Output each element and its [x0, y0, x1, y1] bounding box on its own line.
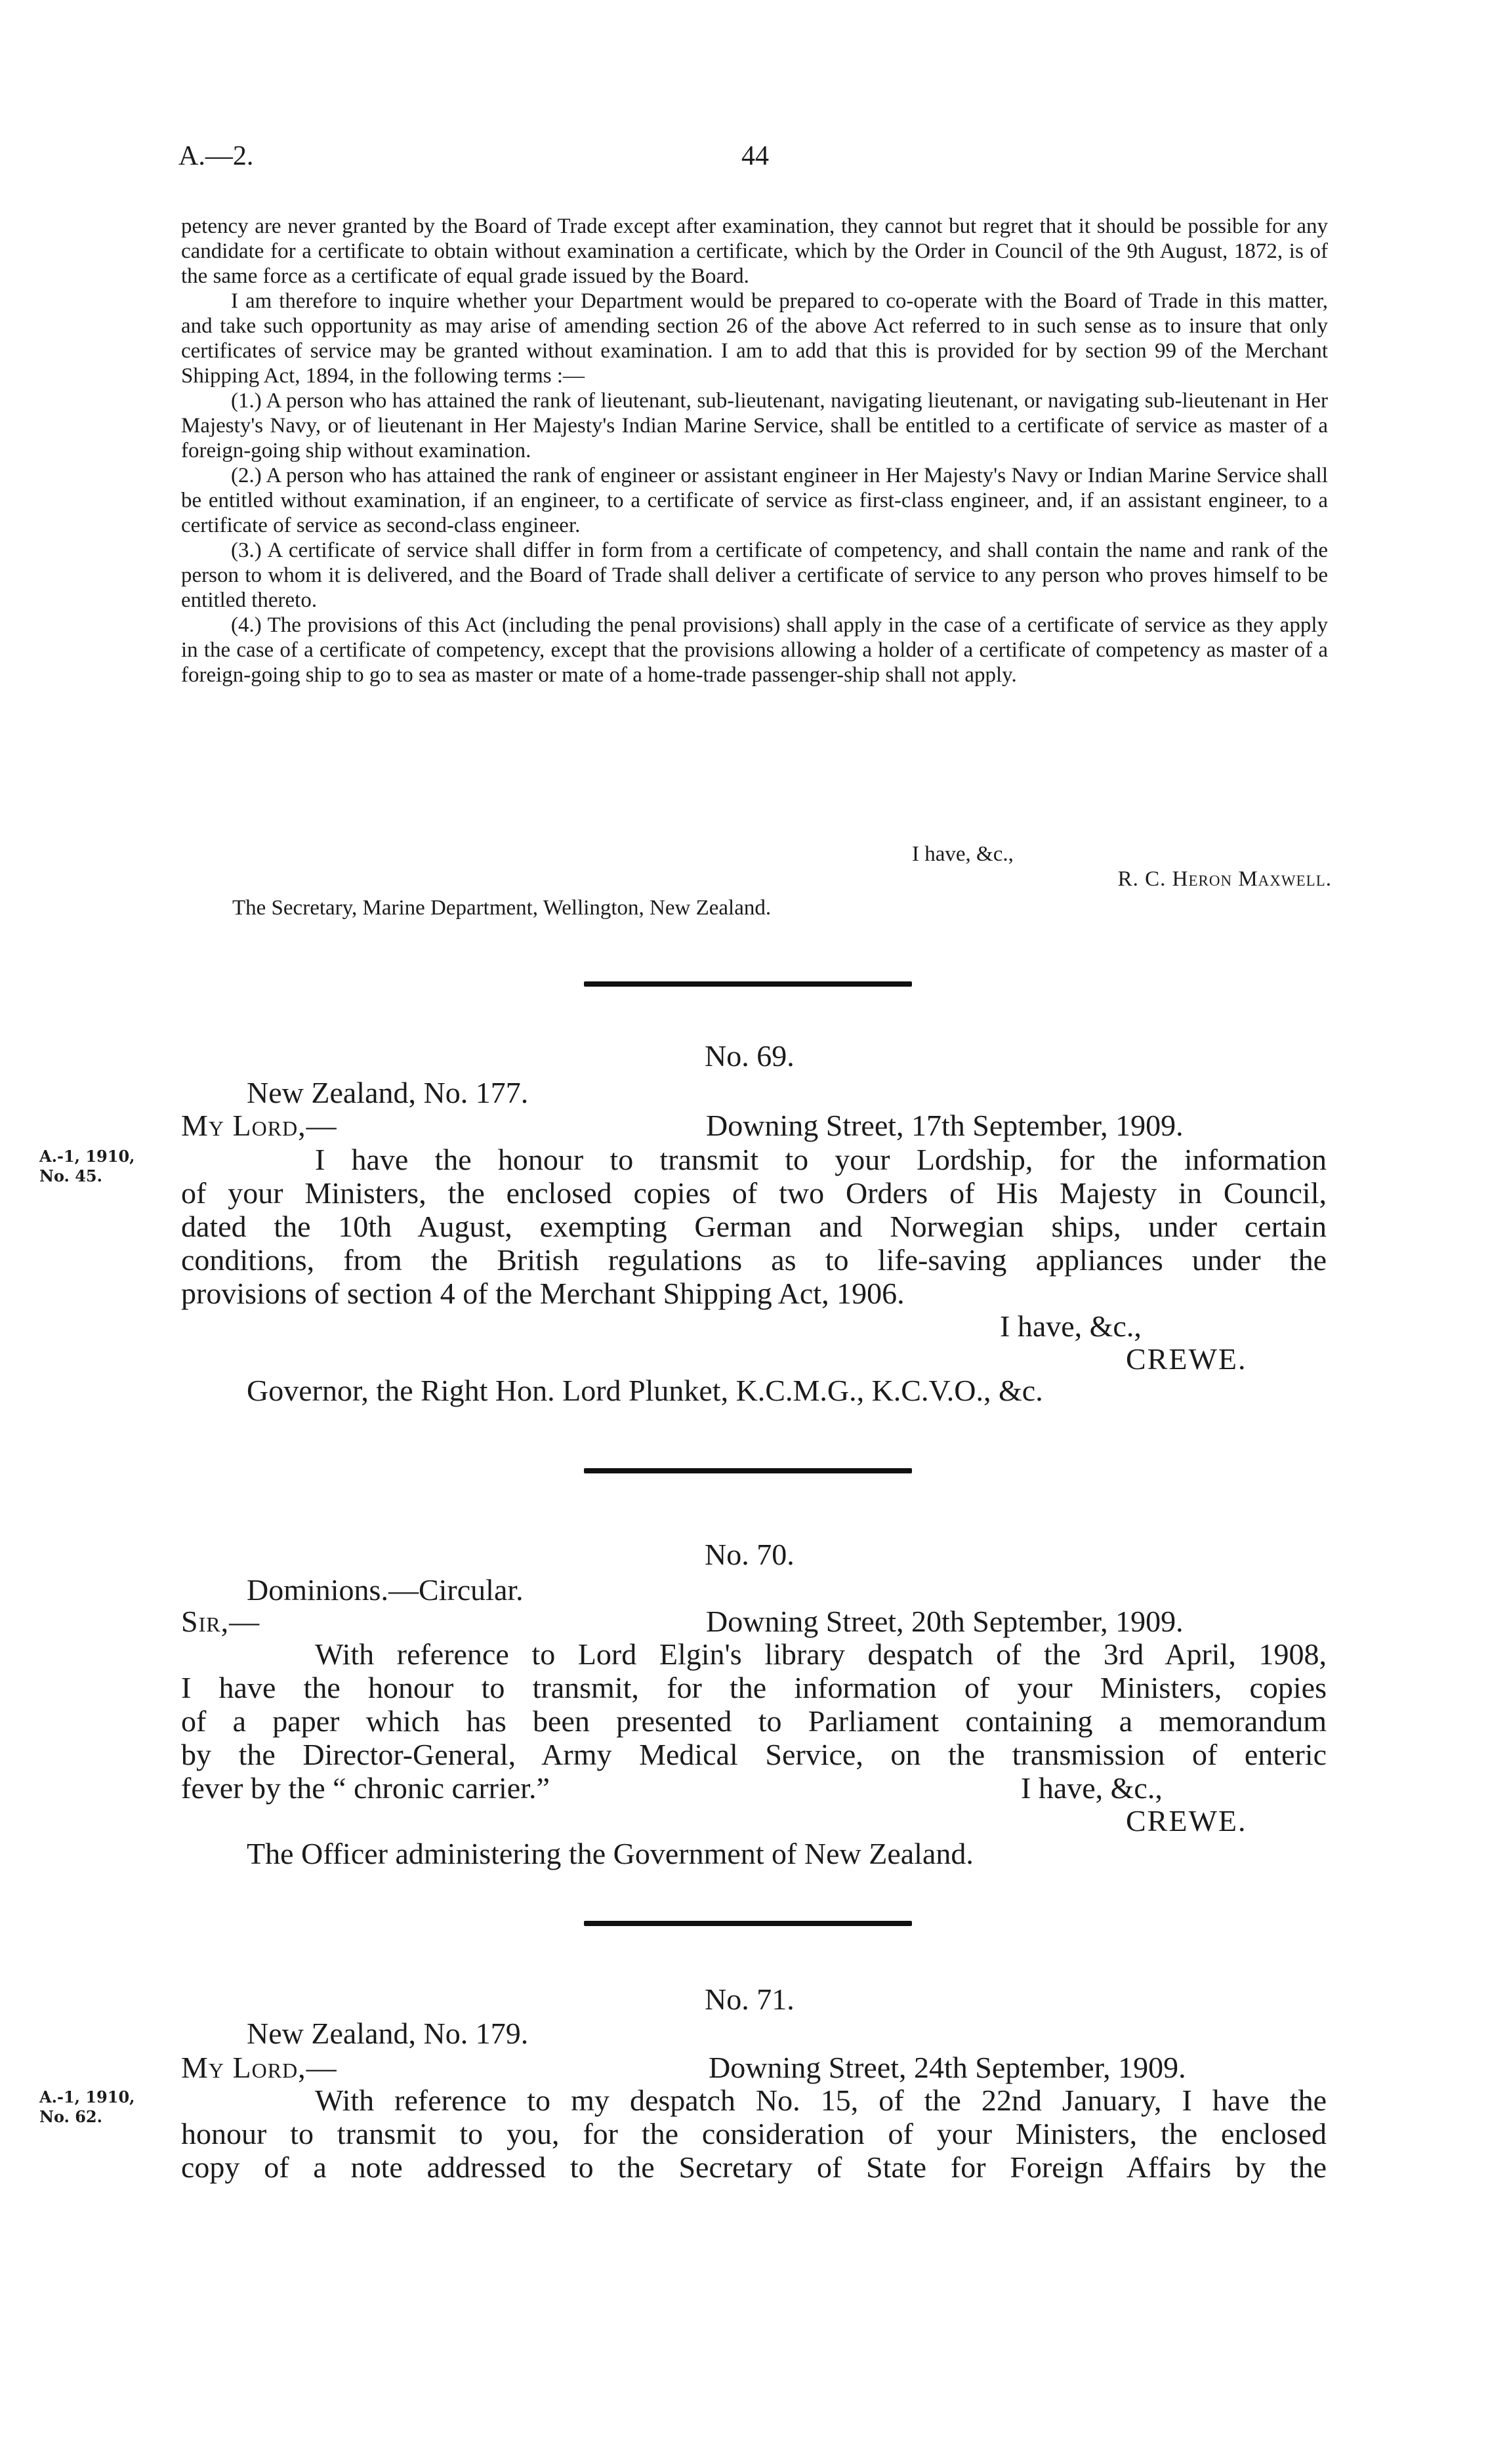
letter-69-body	[181, 1143, 1327, 1310]
letter-69-closing: I have, &c.,	[1000, 1309, 1142, 1343]
letter-71-salutation: My Lord,—	[181, 2051, 337, 2084]
letter-68-addressee: The Secretary, Marine Department, Wellington, New Zealand.	[232, 896, 772, 920]
margin-note-line: A.-1, 1910,	[39, 1147, 135, 1166]
letter-70-number: No. 70.	[705, 1538, 795, 1571]
paragraph: petency are never granted by the Board of Trade except after examination, they cannot but regret that it should be possible for any candidate for a certificate to obtain without examination a certificate, which by the Order in Council of the 9th August, 1872, is of the same force as a certificate of equal grade issued by the Board.	[181, 215, 1328, 288]
letter-69-signature: CREWE.	[1126, 1342, 1247, 1376]
paragraph: I am therefore to inquire whether your Department would be prepared to co-operate with the Board of Trade in this matter, and take such opportunity as may arise of amending section 26 of the above Act referred to in such sense as to insure that only certificates of service may be granted without examination. I am to add that this is provided for by section 99 of the Merchant Shipping Act, 1894, in the following terms :—	[181, 289, 1328, 388]
letter-69-date: Downing Street, 17th September, 1909.	[706, 1109, 1184, 1142]
body-line: I have the honour to transmit to your Lordship, for the information	[315, 1143, 1327, 1176]
letter-69-addressee: Governor, the Right Hon. Lord Plunket, K.C.M.G., K.C.V.O., &c.	[247, 1374, 1043, 1407]
letter-69-reference: New Zealand, No. 177.	[247, 1076, 529, 1109]
body-line: With reference to Lord Elgin's library despatch of the 3rd April, 1908,	[315, 1637, 1327, 1671]
letter-71-number: No. 71.	[705, 1982, 795, 2016]
letter-71-date: Downing Street, 24th September, 1909.	[709, 2051, 1186, 2084]
letter-70-salutation: Sir,—	[181, 1605, 260, 1638]
letter-70-signature: CREWE.	[1126, 1804, 1247, 1838]
body-line: fever by the “ chronic carrier.”	[181, 1771, 550, 1805]
letter-68-signature: R. C. Heron Maxwell.	[1117, 867, 1332, 891]
letter-69-margin-note	[39, 1147, 135, 1186]
body-line: honour to transmit to you, for the consideration of your Ministers, the enclosed	[181, 2117, 1327, 2150]
letter-70-date: Downing Street, 20th September, 1909.	[706, 1605, 1184, 1638]
letter-70-closing: I have, &c.,	[1021, 1771, 1163, 1805]
paragraph: (3.) A certificate of service shall differ in form from a certificate of competency, and shall contain the name and rank of the person to whom it is delivered, and the Board of Trade shall deliver a certificate of service to any person who proves himself to be entitled thereto.	[181, 539, 1328, 612]
section-divider	[584, 1921, 912, 1926]
letter-70-addressee: The Officer administering the Government of New Zealand.	[247, 1837, 974, 1870]
page-header-left: A.—2.	[178, 141, 254, 171]
letter-69-salutation: My Lord,—	[181, 1109, 337, 1142]
body-line: provisions of section 4 of the Merchant Shipping Act, 1906.	[181, 1277, 905, 1310]
letter-70-reference: Dominions.—Circular.	[247, 1573, 524, 1607]
page-number: 44	[741, 141, 769, 171]
letter-68-body	[181, 214, 1328, 688]
body-line: With reference to my despatch No. 15, of the 22nd January, I have the	[315, 2084, 1327, 2117]
body-line: by the Director-General, Army Medical Service, on the transmission of enteric	[181, 1738, 1327, 1771]
letter-71-body	[181, 2084, 1327, 2184]
letter-68-closing: I have, &c.,	[912, 842, 1014, 866]
letter-71-margin-note	[39, 2087, 135, 2127]
section-divider	[584, 981, 912, 987]
section-divider	[584, 1468, 912, 1473]
body-line: of a paper which has been presented to Parliament containing a memorandum	[181, 1704, 1327, 1738]
paragraph: (2.) A person who has attained the rank of engineer or assistant engineer in Her Majesty's Navy or Indian Marine Service shall be entitled without examination, if an engineer, to a certificate of service as first-class engineer, and, if an assistant engineer, to a certificate of service as second-class engineer.	[181, 464, 1328, 537]
body-line: I have the honour to transmit, for the information of your Ministers, copies	[181, 1671, 1327, 1704]
paragraph: (1.) A person who has attained the rank of lieutenant, sub-lieutenant, navigating lieutenant, or navigating sub-lieutenant in Her Majesty's Navy, or of lieutenant in Her Majesty's Indian Marine Service, shall be entitled to a certificate of service as master of a foreign-going ship without examination.	[181, 389, 1328, 462]
margin-note-line: A.-1, 1910,	[39, 2087, 135, 2106]
paragraph: (4.) The provisions of this Act (including the penal provisions) shall apply in the case of a certificate of service as they apply in the case of a certificate of competency, except that the provisions allowing a holder of a certificate of competency as master of a foreign-going ship to go to sea as master or mate of a home-trade passenger-ship shall not apply.	[181, 613, 1328, 687]
body-line: dated the 10th August, exempting German and Norwegian ships, under certain	[181, 1210, 1327, 1243]
body-line: of your Ministers, the enclosed copies of two Orders of His Majesty in Council,	[181, 1176, 1327, 1210]
letter-69-number: No. 69.	[705, 1039, 795, 1073]
body-line: copy of a note addressed to the Secretary of State for Foreign Affairs by the	[181, 2150, 1327, 2184]
letter-71-reference: New Zealand, No. 179.	[247, 2017, 529, 2050]
body-line: conditions, from the British regulations as to life-saving appliances under the	[181, 1243, 1327, 1277]
margin-note-line: No. 45.	[39, 1166, 102, 1185]
margin-note-line: No. 62.	[39, 2107, 102, 2126]
